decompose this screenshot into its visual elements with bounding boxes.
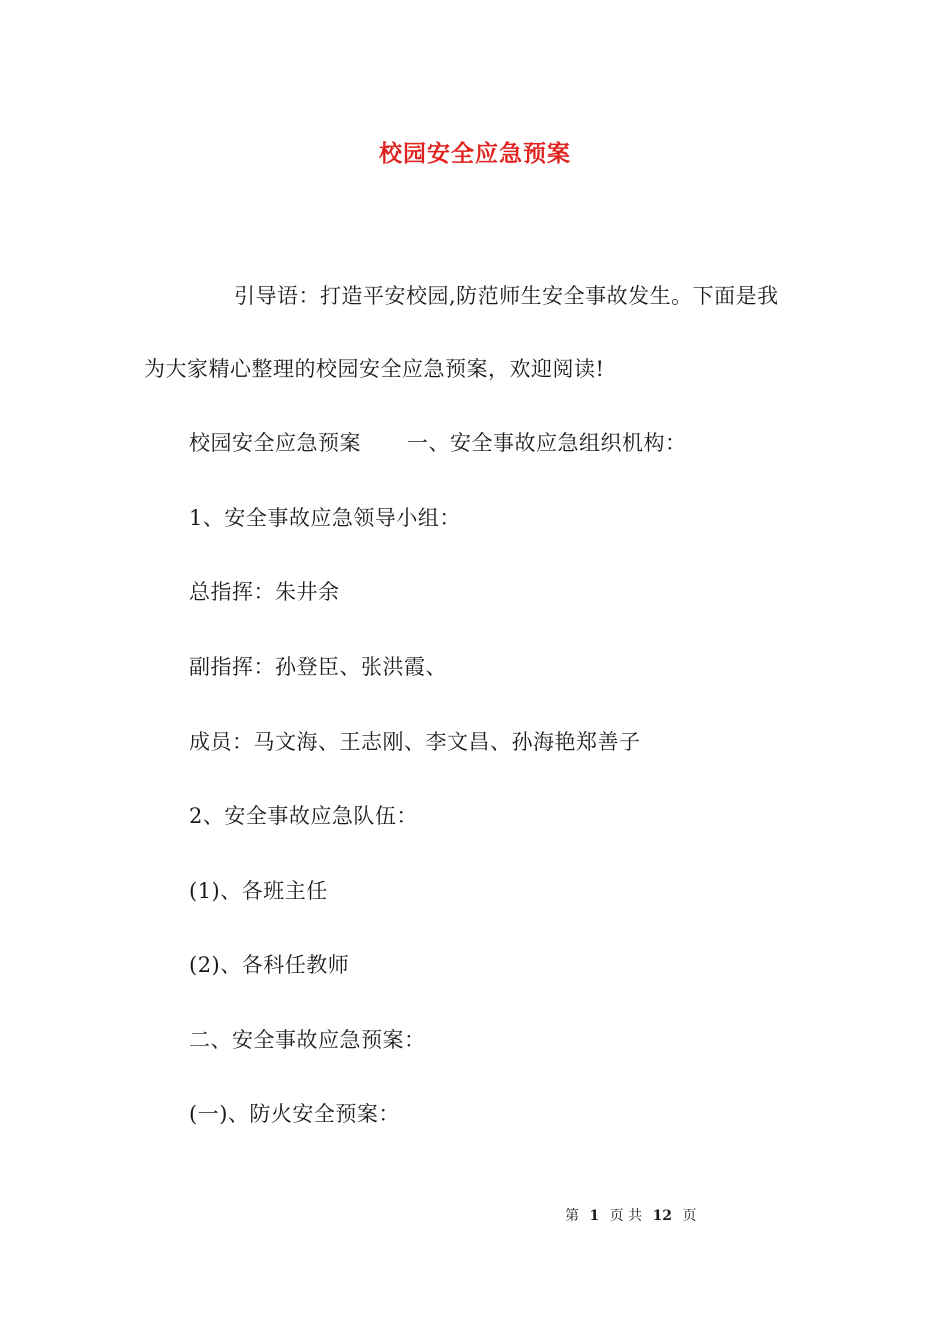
section-2-heading: 二、安全事故应急预案： <box>189 1028 426 1052</box>
subsection-team: 2、安全事故应急队伍： <box>189 804 418 828</box>
paragraph-heading-line <box>189 428 687 458</box>
commander-line: 总指挥：朱井余 <box>189 580 340 604</box>
footer-suffix: 页 <box>682 1208 697 1224</box>
footer-prefix: 第 <box>565 1208 579 1224</box>
footer-total-pages: 12 <box>652 1208 673 1224</box>
document-title: 校园安全应急预案 <box>379 141 571 167</box>
members-line: 成员：马文海、王志刚、李文昌、孙海艳郑善子 <box>189 730 641 754</box>
deputy-commander-line: 副指挥：孙登臣、张洪霞、 <box>189 655 447 679</box>
team-item-1: (1)、各班主任 <box>189 879 328 903</box>
page-footer <box>565 1206 703 1226</box>
fire-safety-heading: (一)、防火安全预案： <box>189 1102 400 1126</box>
footer-page-number: 1 <box>589 1208 600 1224</box>
paragraph-intro-line1: 引导语：打造平安校园,防范师生安全事故发生。下面是我 <box>234 284 779 308</box>
section-1-heading: 一、安全事故应急组织机构： <box>407 431 687 455</box>
subsection-leadership: 1、安全事故应急领导小组： <box>189 506 461 530</box>
plan-title-inline: 校园安全应急预案 <box>189 431 361 455</box>
team-item-2: (2)、各科任教师 <box>189 953 350 977</box>
paragraph-intro-line2: 为大家精心整理的校园安全应急预案，欢迎阅读! <box>144 357 605 381</box>
footer-middle: 页 共 <box>609 1208 643 1224</box>
